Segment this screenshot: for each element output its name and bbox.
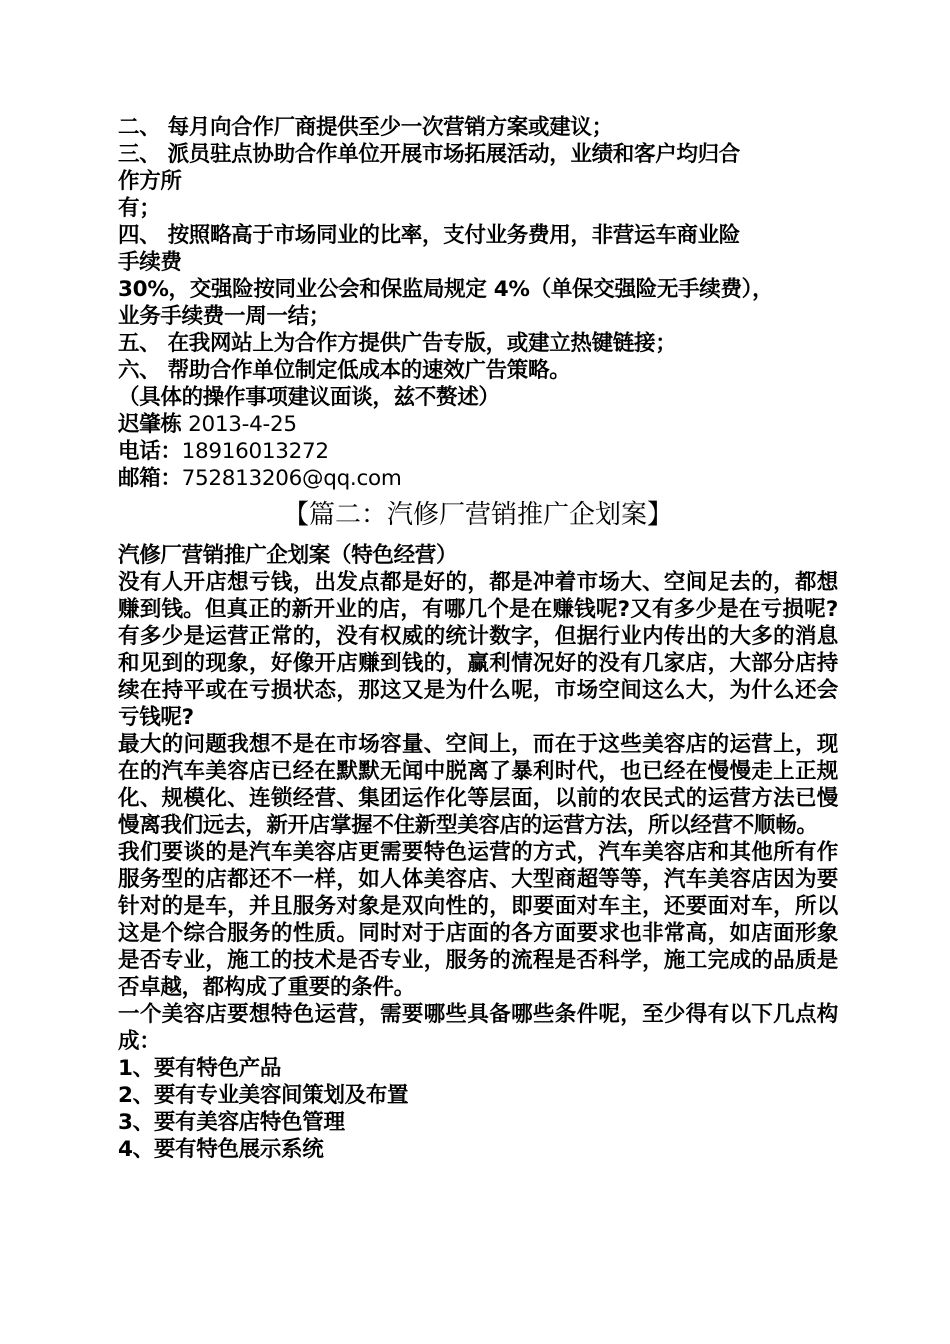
signature-date: 2013-4-25 [181, 412, 297, 437]
item-line: 二、 每月向合作厂商提供至少一次营销方案或建议； [118, 115, 613, 140]
item-line: 三、 派员驻点协助合作单位开展市场拓展活动，业绩和客户均归合 [118, 142, 740, 167]
email-line [118, 465, 838, 492]
paragraph: 一个美容店要想特色运营，需要哪些具备哪些条件呢，至少得有以下几点构成： [118, 1002, 838, 1054]
item-line: 30%，交强险按同业公会和保监局规定 4%（单保交强险无手续费）， [118, 277, 774, 302]
email-label: 邮箱： [118, 466, 182, 491]
item-line: 四、 按照略高于市场同业的比率，支付业务费用，非营运车商业险 [118, 223, 740, 248]
item-line: 六、 帮助合作单位制定低成本的速效广告策略。 [118, 358, 571, 383]
phone-label: 电话： [118, 439, 182, 464]
item-line: 业务手续费一周一结； [118, 304, 331, 329]
phone-number: 18916013272 [181, 439, 329, 464]
item-line: 有； [118, 196, 161, 221]
item-line: 手续费 [118, 250, 182, 275]
list-item: 3、要有美容店特色管理 [118, 1110, 345, 1135]
paragraph: 我们要谈的是汽车美容店更需要特色运营的方式，汽车美容店和其他所有作服务型的店都还不一样，如人体美容店、大型商超等等，汽车美容店因为要针对的是车，并且服务对象是双向性的，即要面对车主，还要面对车，所以这是个综合服务的性质。同时对于店面的各方面要求也非常高，如店面形象是否专业，施工的技术是否专业，服务的流程是否科学，施工完成的品质是否卓越，都构成了重要的条件。 [118, 840, 838, 1000]
paragraph: 没有人开店想亏钱，出发点都是好的，都是冲着市场大、空间足去的，都想赚到钱。但真正的新开业的店，有哪几个是在赚钱呢?又有多少是在亏损呢?有多少是运营正常的，没有权威的统计数字，但据行业内传出的大多的消息和见到的现象，好像开店赚到钱的，赢利情况好的没有几家店，大部分店持续在持平或在亏损状态，那这又是为什么呢，市场空间这么大，为什么还会亏钱呢? [118, 570, 838, 730]
phone-line [118, 438, 838, 465]
section-heading: 【篇二：汽修厂营销推广企划案】 [282, 500, 673, 530]
paragraph: 最大的问题我想不是在市场容量、空间上，而在于这些美容店的运营上，现在的汽车美容店已经在默默无闻中脱离了暴利时代，也已经在慢慢走上正规化、规模化、连锁经营、集团运作化等层面，以前的农民式的运营方法已慢慢离我们远去，新开店掌握不住新型美容店的运营方法，所以经营不顺畅。 [118, 732, 838, 838]
list-item: 1、要有特色产品 [118, 1056, 282, 1081]
section-subtitle: 汽修厂营销推广企划案（特色经营） [118, 543, 458, 568]
list-item: 2、要有专业美容间策划及布置 [118, 1083, 409, 1108]
item-line: 五、 在我网站上为合作方提供广告专版，或建立热键链接； [118, 331, 677, 356]
note-line: （具体的操作事项建议面谈，兹不赘述） [118, 385, 500, 410]
signature-line [118, 411, 838, 438]
item-line: 作方所 [118, 169, 182, 194]
author-name: 迟肇栋 [118, 412, 182, 437]
list-item: 4、要有特色展示系统 [118, 1137, 324, 1162]
document-body [118, 114, 838, 1163]
email-address: 752813206@qq.com [181, 466, 402, 491]
